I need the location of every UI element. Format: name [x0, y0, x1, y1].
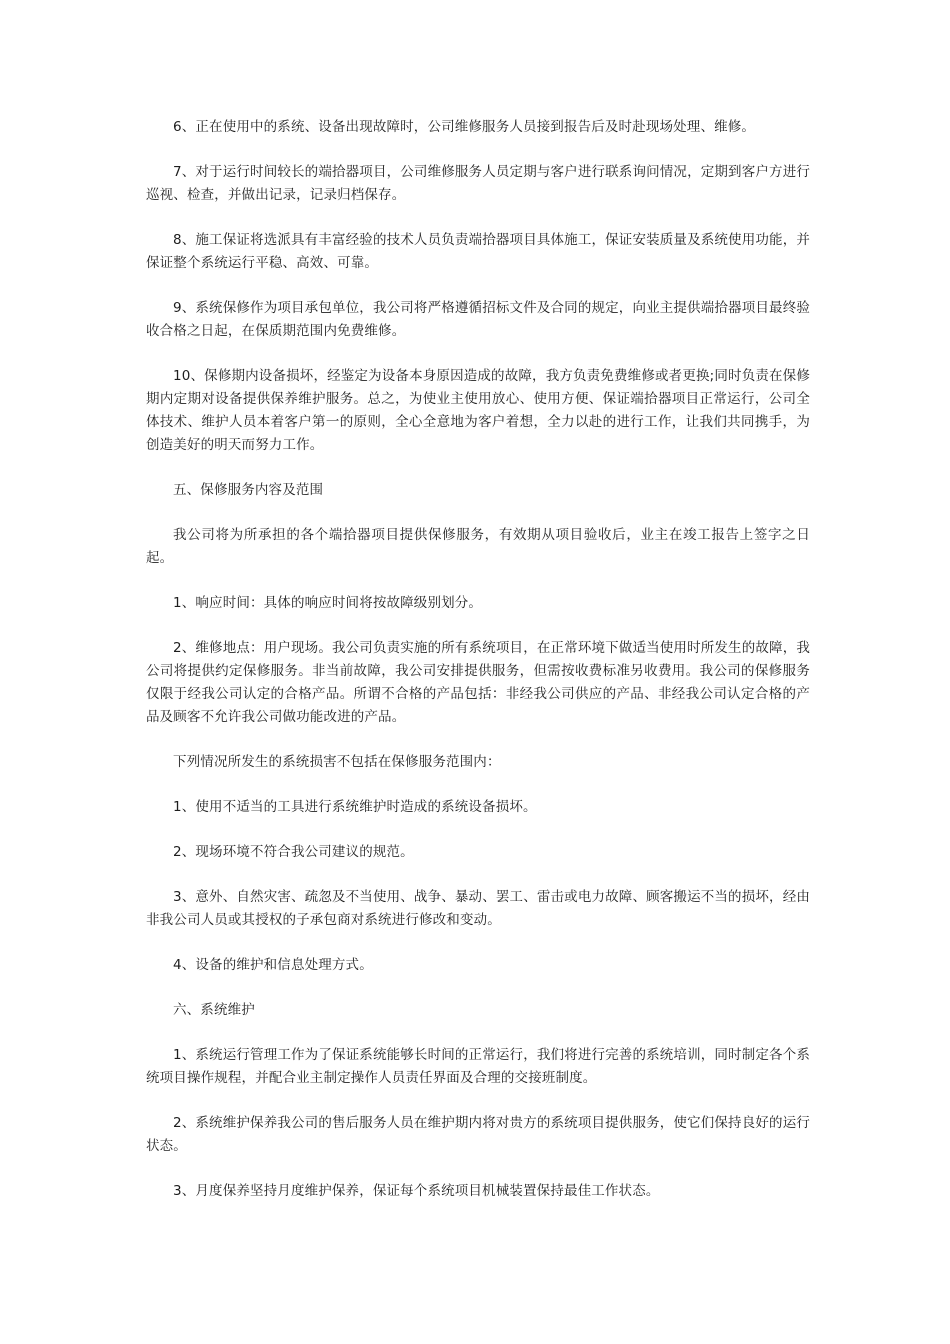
paragraph-exclusions-intro: 下列情况所发生的系统损害不包括在保修服务范围内：: [173, 754, 501, 770]
paragraph-exclusion-3: 3、意外、自然灾害、疏忽及不当使用、战争、暴动、罢工、雷击或电力故障、顾客搬运不当的损坏，经由非我公司人员或其授权的子承包商对系统进行修改和变动。: [146, 889, 810, 928]
paragraph-repair-location: 2、维修地点：用户现场。我公司负责实施的所有系统项目，在正常环境下做适当使用时所发生的故障，我公司将提供约定保修服务。非当前故障，我公司安排提供服务，但需按收费标准另收费用。我公司的保修服务仅限于经我公司认定的合格产品。所谓不合格的产品包括：非经我公司供应的产品、非经我公司认定合格的产品及顾客不允许我公司做功能改进的产品。: [146, 640, 810, 725]
paragraph-9: 9、系统保修作为项目承包单位，我公司将严格遵循招标文件及合同的规定，向业主提供端拾器项目最终验收合格之日起，在保质期范围内免费维修。: [146, 300, 810, 339]
section-heading-6: 六、系统维护: [173, 1002, 255, 1018]
paragraph-8: 8、施工保证将选派具有丰富经验的技术人员负责端拾器项目具体施工，保证安装质量及系统使用功能，并保证整个系统运行平稳、高效、可靠。: [146, 232, 810, 271]
paragraph-10: 10、保修期内设备损坏，经鉴定为设备本身原因造成的故障，我方负责免费维修或者更换;同时负责在保修期内定期对设备提供保养维护服务。总之，为使业主使用放心、使用方便、保证端拾器项目正常运行，公司全体技术、维护人员本着客户第一的原则，全心全意地为客户着想，全力以赴的进行工作，让我们共同携手，为创造美好的明天而努力工作。: [146, 368, 810, 453]
paragraph-exclusion-4: 4、设备的维护和信息处理方式。: [173, 957, 373, 973]
paragraph-maintenance-3: 3、月度保养坚持月度维护保养，保证每个系统项目机械装置保持最佳工作状态。: [173, 1183, 660, 1199]
paragraph-maintenance-1: 1、系统运行管理工作为了保证系统能够长时间的正常运行，我们将进行完善的系统培训，同时制定各个系统项目操作规程，并配合业主制定操作人员责任界面及合理的交接班制度。: [146, 1047, 810, 1086]
paragraph-6: 6、正在使用中的系统、设备出现故障时，公司维修服务人员接到报告后及时赴现场处理、维修。: [173, 119, 756, 135]
section-heading-5: 五、保修服务内容及范围: [173, 482, 324, 498]
paragraph-warranty-intro: 我公司将为所承担的各个端拾器项目提供保修服务，有效期从项目验收后，业主在竣工报告上签字之日起。: [146, 527, 810, 566]
document-page: [146, 116, 810, 1225]
paragraph-exclusion-2: 2、现场环境不符合我公司建议的规范。: [173, 844, 414, 860]
paragraph-7: 7、对于运行时间较长的端拾器项目，公司维修服务人员定期与客户进行联系询问情况，定期到客户方进行巡视、检查，并做出记录，记录归档保存。: [146, 164, 810, 203]
paragraph-exclusion-1: 1、使用不适当的工具进行系统维护时造成的系统设备损坏。: [173, 799, 537, 815]
paragraph-maintenance-2: 2、系统维护保养我公司的售后服务人员在维护期内将对贵方的系统项目提供服务，使它们保持良好的运行状态。: [146, 1115, 810, 1154]
paragraph-response-time: 1、响应时间：具体的响应时间将按故障级别划分。: [173, 595, 483, 611]
